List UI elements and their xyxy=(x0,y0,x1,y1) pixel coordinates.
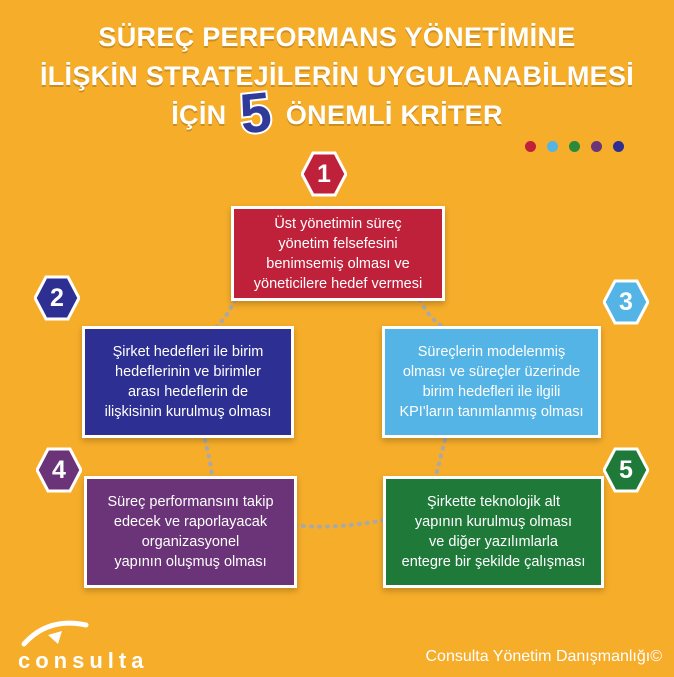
title-line-3-pre: İÇİN xyxy=(171,100,227,130)
consulta-logo-text: consulta xyxy=(18,648,149,673)
criterion-2-badge xyxy=(34,275,80,321)
criterion-3-badge xyxy=(603,279,649,325)
title-line-1: SÜREÇ PERFORMANS YÖNETİMİNE xyxy=(98,22,576,52)
criterion-5-number: 5 xyxy=(619,455,633,484)
consulta-logo-mark xyxy=(18,617,94,647)
criterion-1-box xyxy=(231,206,445,301)
criterion-3-box xyxy=(382,326,601,438)
title-line-3-post: ÖNEMLİ KRİTER xyxy=(285,100,503,130)
criterion-2-number: 2 xyxy=(50,283,64,312)
criterion-4-text: Süreç performansını takip edecek ve raporlayacak organizasyonel yapının oluşmuş olması xyxy=(107,494,274,570)
criterion-4-badge xyxy=(36,447,82,493)
title-five-numeral: 5 xyxy=(237,79,276,146)
criterion-2-box xyxy=(82,326,294,438)
criterion-1-number: 1 xyxy=(317,159,331,188)
criterion-3-number: 3 xyxy=(619,287,633,316)
criterion-4-box xyxy=(84,476,297,588)
criterion-1-badge xyxy=(301,151,347,197)
copyright-text: Consulta Yönetim Danışmanlığı© xyxy=(425,648,662,665)
criterion-2-text: Şirket hedefleri ile birim hedeflerinin ve birimler arası hedeflerin de ilişkisinin kurulmuş olması xyxy=(104,344,272,420)
criterion-5-box xyxy=(383,476,604,588)
criterion-4-number: 4 xyxy=(52,455,66,484)
criterion-1-text: Üst yönetimin süreç yönetim felsefesini benimsemiş olması ve yöneticilere hedef vermesi xyxy=(253,215,423,292)
title-line-2: İLİŞKİN STRATEJİLERİN UYGULANABİLMESİ xyxy=(39,61,635,91)
criterion-5-text: Şirkette teknolojik alt yapının kurulmuş olması ve diğer yazılımlarla entegre bir şekilde çalışması xyxy=(401,494,586,570)
criterion-3-text: Süreçlerin modelenmiş olması ve süreçler üzerinde birim hedefleri ile ilgili KPI'ların tanımlanmış olması xyxy=(399,344,584,420)
criterion-5-badge xyxy=(603,447,649,493)
